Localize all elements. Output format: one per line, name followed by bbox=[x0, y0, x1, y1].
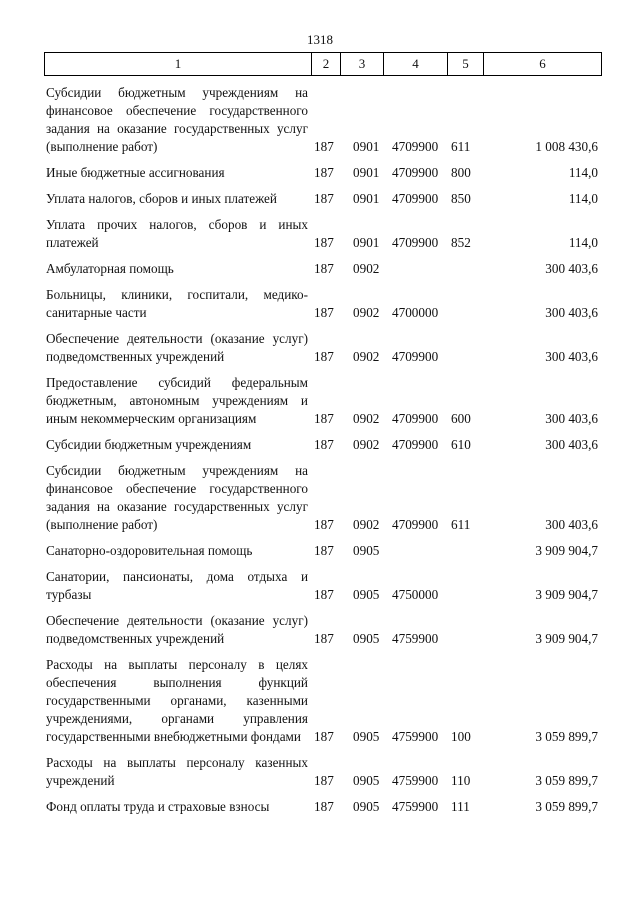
cell-grbs: 187 bbox=[314, 165, 334, 180]
cell-grbs: 187 bbox=[314, 729, 334, 744]
cell-csr: 4709900 bbox=[392, 139, 439, 154]
cell-sum: 300 403,6 bbox=[545, 349, 598, 364]
row-codes bbox=[46, 348, 602, 366]
cell-grbs: 187 bbox=[314, 587, 334, 602]
column-header-3: 3 bbox=[341, 53, 384, 75]
cell-grbs: 187 bbox=[314, 235, 334, 250]
cell-csr: 4750000 bbox=[392, 587, 439, 602]
row-description: Предоставление субсидий федеральным бюджетным, автономным учреждениям и иным некоммерческим организациям bbox=[46, 375, 308, 426]
cell-vr: 111 bbox=[451, 799, 470, 814]
column-header-1: 1 bbox=[45, 53, 312, 75]
row-description: Иные бюджетные ассигнования bbox=[46, 165, 225, 180]
row-description: Субсидии бюджетным учреждениям на финансовое обеспечение государственного задания на оказание государственных услуг (выполнение работ) bbox=[46, 85, 308, 154]
row-codes bbox=[46, 260, 602, 278]
cell-sum: 114,0 bbox=[568, 235, 598, 250]
cell-grbs: 187 bbox=[314, 411, 334, 426]
row-description: Фонд оплаты труда и страховые взносы bbox=[46, 799, 270, 814]
cell-rz-pr: 0901 bbox=[353, 139, 380, 154]
cell-rz-pr: 0902 bbox=[353, 349, 380, 364]
table-row bbox=[46, 216, 602, 252]
cell-csr: 4709900 bbox=[392, 165, 439, 180]
cell-csr: 4709900 bbox=[392, 411, 439, 426]
table-row bbox=[46, 656, 602, 746]
cell-rz-pr: 0905 bbox=[353, 543, 380, 558]
row-codes bbox=[46, 772, 602, 790]
cell-vr: 800 bbox=[451, 165, 471, 180]
row-codes bbox=[46, 304, 602, 322]
row-codes bbox=[46, 728, 602, 746]
row-codes bbox=[46, 516, 602, 534]
row-codes bbox=[46, 234, 602, 252]
row-codes bbox=[46, 630, 602, 648]
cell-vr: 852 bbox=[451, 235, 471, 250]
cell-csr: 4709900 bbox=[392, 191, 439, 206]
cell-grbs: 187 bbox=[314, 261, 334, 276]
cell-sum: 3 059 899,7 bbox=[535, 773, 598, 788]
table-row bbox=[46, 164, 602, 182]
table-row bbox=[46, 436, 602, 454]
cell-grbs: 187 bbox=[314, 437, 334, 452]
cell-grbs: 187 bbox=[314, 305, 334, 320]
cell-vr: 611 bbox=[451, 517, 471, 532]
table-row bbox=[46, 568, 602, 604]
row-codes bbox=[46, 190, 602, 208]
cell-vr: 610 bbox=[451, 437, 471, 452]
row-codes bbox=[46, 542, 602, 560]
cell-vr: 611 bbox=[451, 139, 471, 154]
cell-sum: 300 403,6 bbox=[545, 411, 598, 426]
row-codes bbox=[46, 164, 602, 182]
cell-csr: 4700000 bbox=[392, 305, 439, 320]
table-row bbox=[46, 754, 602, 790]
row-codes bbox=[46, 436, 602, 454]
cell-vr: 600 bbox=[451, 411, 471, 426]
table-row bbox=[46, 286, 602, 322]
cell-rz-pr: 0905 bbox=[353, 729, 380, 744]
cell-sum: 300 403,6 bbox=[545, 437, 598, 452]
row-codes bbox=[46, 586, 602, 604]
cell-csr: 4759900 bbox=[392, 729, 439, 744]
cell-csr: 4759900 bbox=[392, 631, 439, 646]
cell-grbs: 187 bbox=[314, 517, 334, 532]
cell-rz-pr: 0902 bbox=[353, 261, 380, 276]
cell-csr: 4709900 bbox=[392, 235, 439, 250]
column-header-2: 2 bbox=[312, 53, 341, 75]
row-codes bbox=[46, 798, 602, 816]
cell-sum: 3 059 899,7 bbox=[535, 799, 598, 814]
row-description: Расходы на выплаты персоналу в целях обеспечения выполнения функций государственными органами, казенными учреждениями, органами управления государственными внебюджетными фондами bbox=[46, 657, 308, 744]
page-number: 1318 bbox=[307, 32, 333, 47]
table-row bbox=[46, 542, 602, 560]
row-description: Амбулаторная помощь bbox=[46, 261, 174, 276]
cell-rz-pr: 0902 bbox=[353, 517, 380, 532]
cell-rz-pr: 0901 bbox=[353, 165, 380, 180]
cell-rz-pr: 0902 bbox=[353, 437, 380, 452]
row-description: Субсидии бюджетным учреждениям bbox=[46, 437, 252, 452]
cell-grbs: 187 bbox=[314, 631, 334, 646]
table-row bbox=[46, 462, 602, 534]
cell-grbs: 187 bbox=[314, 139, 334, 154]
table-row bbox=[46, 84, 602, 156]
cell-sum: 300 403,6 bbox=[545, 305, 598, 320]
row-codes bbox=[46, 410, 602, 428]
cell-sum: 3 909 904,7 bbox=[535, 543, 598, 558]
cell-rz-pr: 0905 bbox=[353, 773, 380, 788]
row-description: Больницы, клиники, госпитали, медико-санитарные части bbox=[46, 287, 308, 320]
cell-rz-pr: 0905 bbox=[353, 631, 380, 646]
row-description: Субсидии бюджетным учреждениям на финансовое обеспечение государственного задания на оказание государственных услуг (выполнение работ) bbox=[46, 463, 308, 532]
cell-csr: 4709900 bbox=[392, 437, 439, 452]
cell-csr: 4759900 bbox=[392, 799, 439, 814]
cell-rz-pr: 0905 bbox=[353, 587, 380, 602]
cell-sum: 300 403,6 bbox=[545, 261, 598, 276]
row-description: Расходы на выплаты персоналу казенных учреждений bbox=[46, 755, 308, 788]
row-description: Уплата прочих налогов, сборов и иных платежей bbox=[46, 217, 308, 250]
column-header-4: 4 bbox=[384, 53, 448, 75]
table-row bbox=[46, 612, 602, 648]
cell-csr: 4759900 bbox=[392, 773, 439, 788]
column-header-6: 6 bbox=[539, 56, 546, 71]
cell-rz-pr: 0901 bbox=[353, 191, 380, 206]
cell-csr: 4709900 bbox=[392, 349, 439, 364]
cell-rz-pr: 0902 bbox=[353, 305, 380, 320]
row-description: Санатории, пансионаты, дома отдыха и турбазы bbox=[46, 569, 308, 602]
cell-csr: 4709900 bbox=[392, 517, 439, 532]
cell-vr: 100 bbox=[451, 729, 471, 744]
budget-table-body bbox=[46, 84, 602, 824]
table-row bbox=[46, 260, 602, 278]
cell-sum: 3 059 899,7 bbox=[535, 729, 598, 744]
cell-sum: 3 909 904,7 bbox=[535, 631, 598, 646]
table-row bbox=[46, 798, 602, 816]
table-row bbox=[46, 190, 602, 208]
table-row bbox=[46, 374, 602, 428]
row-codes bbox=[46, 138, 602, 156]
cell-grbs: 187 bbox=[314, 349, 334, 364]
table-row bbox=[46, 330, 602, 366]
cell-sum: 114,0 bbox=[568, 191, 598, 206]
cell-grbs: 187 bbox=[314, 773, 334, 788]
cell-vr: 110 bbox=[451, 773, 471, 788]
table-header bbox=[44, 52, 602, 76]
cell-rz-pr: 0901 bbox=[353, 235, 380, 250]
row-description: Обеспечение деятельности (оказание услуг) подведомственных учреждений bbox=[46, 331, 308, 364]
cell-sum: 300 403,6 bbox=[545, 517, 598, 532]
cell-rz-pr: 0902 bbox=[353, 411, 380, 426]
column-header-5: 5 bbox=[448, 53, 484, 75]
cell-sum: 3 909 904,7 bbox=[535, 587, 598, 602]
row-description: Уплата налогов, сборов и иных платежей bbox=[46, 191, 277, 206]
cell-vr: 850 bbox=[451, 191, 471, 206]
cell-rz-pr: 0905 bbox=[353, 799, 380, 814]
cell-grbs: 187 bbox=[314, 543, 334, 558]
cell-sum: 1 008 430,6 bbox=[535, 139, 598, 154]
row-description: Обеспечение деятельности (оказание услуг) подведомственных учреждений bbox=[46, 613, 308, 646]
cell-grbs: 187 bbox=[314, 191, 334, 206]
cell-sum: 114,0 bbox=[568, 165, 598, 180]
row-description: Санаторно-оздоровительная помощь bbox=[46, 543, 253, 558]
cell-grbs: 187 bbox=[314, 799, 334, 814]
